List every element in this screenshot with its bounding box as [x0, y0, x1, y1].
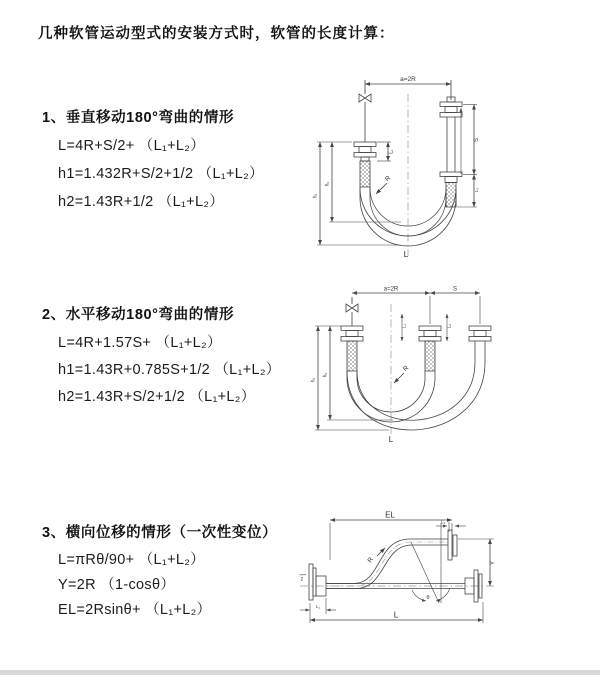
page-title: 几种软管运动型式的安装方式时，软管的长度计算：	[38, 26, 395, 42]
dim-s-label: S	[474, 137, 480, 143]
angle-label: θ	[426, 595, 430, 601]
dim-l1-label: L₁	[388, 149, 395, 154]
section1-formula-l: L=4R+S/2+ （L₁+L₂）	[58, 138, 206, 154]
section2-formula-h2: h2=1.43R+S/2+1/2 （L₁+L₂）	[58, 389, 256, 405]
valve-icon	[359, 90, 371, 142]
diagram-horizontal-180-bend	[303, 284, 503, 449]
valve-icon	[346, 300, 358, 326]
dim-y-label: Y	[490, 560, 497, 566]
hose-s-curve	[326, 539, 448, 589]
section1-heading: 1、垂直移动180°弯曲的情形	[42, 110, 235, 126]
dim-l1-label: L₁	[401, 323, 407, 329]
right-fitting	[440, 97, 462, 183]
dim-h1-label: h₁	[312, 193, 319, 199]
length-label: L	[388, 435, 394, 444]
dim-l2-label: L₂	[440, 519, 446, 525]
dim-s-label: S	[452, 286, 458, 293]
left-fitting	[354, 142, 376, 161]
dim-l2-label: L₂	[474, 187, 479, 193]
dim-a-label: a=2R	[383, 286, 399, 293]
radius-label: R	[366, 556, 375, 565]
upper-flange	[448, 530, 457, 560]
middle-fitting	[419, 326, 441, 341]
section1-formula-h1: h1=1.432R+S/2+1/2 （L₁+L₂）	[58, 166, 264, 182]
diagram-lateral-displacement	[298, 508, 498, 633]
right-hose-braid	[446, 183, 456, 208]
section2-formula-l: L=4R+1.57S+ （L₁+L₂）	[58, 335, 222, 351]
right-fitting	[469, 326, 491, 341]
dim-h1-label: h₁	[310, 377, 317, 383]
section3-formula-el: EL=2Rsinθ+ （L₁+L₂）	[58, 602, 212, 618]
dim-l1-label: L₁	[315, 604, 321, 609]
radius-label: R	[401, 364, 411, 374]
section3-heading: 3、横向位移的情形（一次性变位）	[42, 525, 278, 541]
dim-h2-label: h₂	[324, 181, 331, 187]
section2-heading: 2、水平移动180°弯曲的情形	[42, 307, 235, 323]
diagram-vertical-180-bend	[303, 70, 498, 265]
section1-formula-h2: h2=1.43R+1/2 （L₁+L₂）	[58, 194, 225, 210]
section3-formula-l: L=πRθ/90+ （L₁+L₂）	[58, 552, 205, 568]
left-hose-braid	[347, 341, 357, 371]
section3-formula-y: Y=2R （1-cosθ）	[58, 577, 176, 593]
middle-hose-braid	[425, 341, 435, 371]
dim-a-label: a=2R	[400, 76, 416, 83]
dim-l2-label: L₂	[446, 323, 452, 329]
dim-el-label: EL	[385, 510, 395, 520]
radius-label: R	[383, 174, 393, 184]
left-fitting	[341, 326, 363, 341]
length-label: L	[403, 249, 409, 259]
left-hose-braid	[360, 161, 370, 187]
left-flange	[309, 564, 326, 600]
length-label: L	[393, 610, 399, 620]
section2-formula-h1: h1=1.43R+0.785S+1/2 （L₁+L₂）	[58, 362, 281, 378]
axis-mark: z	[300, 576, 304, 583]
page-bottom-edge	[0, 670, 600, 675]
dim-h2-label: h₂	[322, 372, 329, 378]
